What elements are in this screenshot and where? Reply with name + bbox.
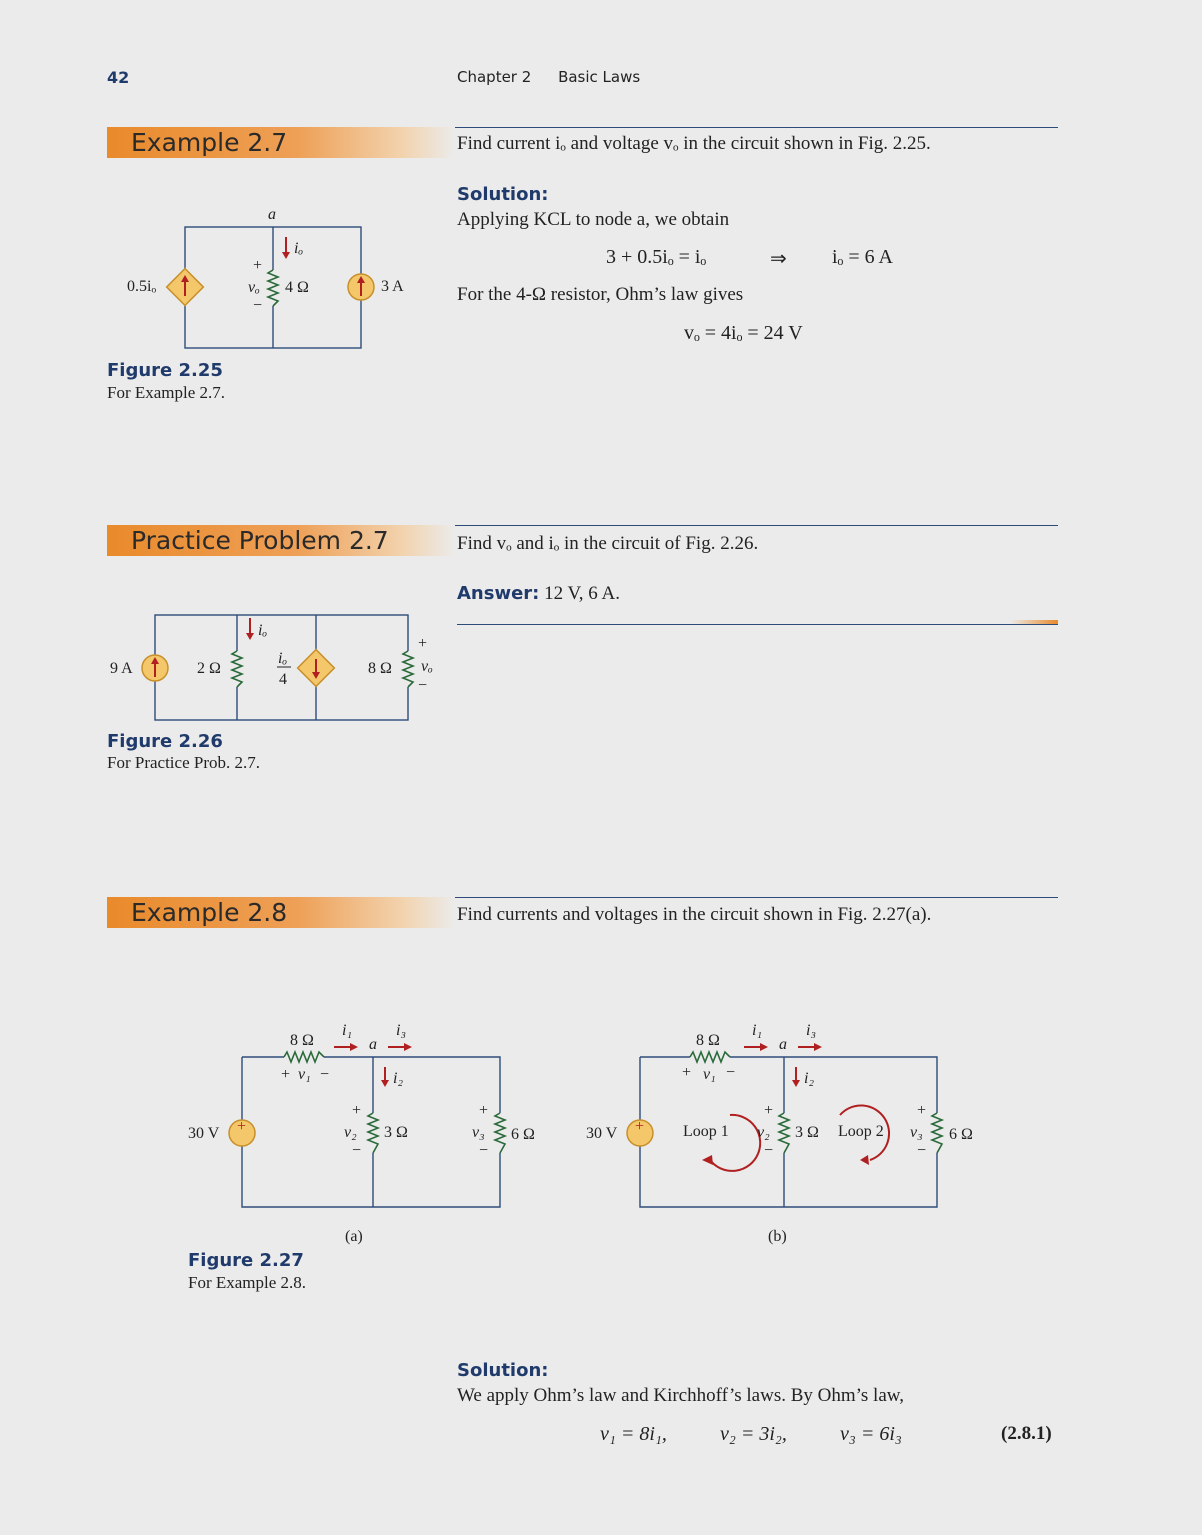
- node-label: a: [369, 1036, 377, 1053]
- resistor-gap: [777, 1113, 791, 1153]
- plus-sign: +: [479, 1102, 489, 1119]
- decorative-bar: [1010, 620, 1058, 624]
- practice-2-7-banner: Practice Problem 2.7: [107, 525, 455, 556]
- minus-sign: −: [320, 1066, 330, 1083]
- circuit-figure-2-26: [100, 600, 460, 730]
- example-2-7-banner: Example 2.7: [107, 127, 455, 158]
- current-label: i₃: [806, 1022, 817, 1039]
- source-label: 30 V: [188, 1125, 220, 1142]
- voltage-label: v₃: [472, 1124, 485, 1141]
- example-2-7-problem: Find current iₒ and voltage vₒ in the circuit shown in Fig. 2.25.: [457, 133, 931, 154]
- circuit-figure-2-25: [110, 200, 430, 360]
- resistor-label: 3 Ω: [384, 1124, 408, 1141]
- current-label: i₁: [342, 1022, 353, 1039]
- answer-value: 12 V, 6 A.: [544, 583, 620, 604]
- current-label: i₃: [396, 1022, 407, 1039]
- equation-result: iₒ = 6 A: [832, 246, 893, 268]
- chapter-label: Chapter 2: [457, 68, 532, 86]
- section-rule: [455, 525, 1058, 526]
- resistor-label: 6 Ω: [511, 1126, 535, 1143]
- resistor-label: 2 Ω: [197, 660, 221, 677]
- solution-text: We apply Ohm’s law and Kirchhoff’s laws. By Ohm’s law,: [457, 1385, 905, 1406]
- voltage-label: vₒ: [248, 279, 260, 296]
- dep-fraction-den: 4: [279, 671, 287, 688]
- equation-v3: v₃ = 6i₃: [840, 1423, 902, 1445]
- arrow-head: [381, 1080, 389, 1087]
- equation-ohm: vₒ = 4iₒ = 24 V: [684, 322, 803, 344]
- loop-1-label: Loop 1: [683, 1123, 729, 1140]
- section-rule: [455, 897, 1058, 898]
- running-header: [457, 68, 662, 86]
- plus-sign: +: [253, 257, 263, 274]
- plus-sign: +: [352, 1102, 362, 1119]
- arrow-head: [814, 1043, 822, 1051]
- minus-sign: −: [764, 1142, 774, 1159]
- polarity-plus: +: [237, 1118, 247, 1135]
- arrow-head: [760, 1043, 768, 1051]
- minus-sign: −: [917, 1142, 927, 1159]
- source-label: 30 V: [586, 1125, 618, 1142]
- resistor-label: 4 Ω: [285, 279, 309, 296]
- arrow-head: [860, 1155, 869, 1165]
- resistor-gap: [493, 1113, 507, 1153]
- resistor-gap: [366, 1113, 380, 1153]
- equation-v1: v₁ = 8i₁,: [600, 1423, 667, 1445]
- minus-sign: −: [253, 297, 263, 314]
- plus-sign: +: [281, 1066, 291, 1083]
- voltage-label: v₃: [910, 1124, 923, 1141]
- practice-2-7-problem: Find vₒ and iₒ in the circuit of Fig. 2.26.: [457, 533, 759, 554]
- arrow-head: [350, 1043, 358, 1051]
- polarity-plus: +: [635, 1118, 645, 1135]
- example-2-8-problem: Find currents and voltages in the circuit shown in Fig. 2.27(a).: [457, 904, 932, 925]
- solution-text: For the 4-Ω resistor, Ohm’s law gives: [457, 284, 744, 305]
- node-label: a: [779, 1036, 787, 1053]
- arrow-head: [246, 633, 254, 640]
- current-label: i₂: [804, 1070, 815, 1087]
- plus-sign: +: [682, 1064, 692, 1081]
- current-label: i₂: [393, 1070, 404, 1087]
- circuit-figure-2-27a: [180, 1015, 550, 1250]
- figure-title: Figure 2.25: [107, 360, 223, 381]
- answer-line: [457, 583, 620, 605]
- source-label: 3 A: [381, 278, 404, 295]
- loop-2-label: Loop 2: [838, 1123, 884, 1140]
- example-2-8-banner: Example 2.8: [107, 897, 455, 928]
- figure-title: Figure 2.26: [107, 731, 223, 752]
- implies-arrow: ⇒: [770, 248, 787, 270]
- figure-caption: For Example 2.8.: [188, 1273, 307, 1292]
- page-number: 42: [107, 68, 130, 87]
- plus-sign: +: [917, 1102, 927, 1119]
- dependent-source-label: 0.5iₒ: [127, 278, 157, 295]
- plus-sign: +: [764, 1102, 774, 1119]
- solution-heading: Solution:: [457, 1360, 549, 1381]
- answer-heading: Answer:: [457, 583, 540, 604]
- arrow-head: [702, 1155, 713, 1165]
- figure-caption: For Example 2.7.: [107, 383, 226, 402]
- voltage-label: v₁: [298, 1066, 311, 1083]
- arrow-head: [792, 1080, 800, 1087]
- arrow-head: [282, 252, 290, 259]
- resistor-label: 6 Ω: [949, 1126, 973, 1143]
- arrow-head: [404, 1043, 412, 1051]
- sub-figure-label: (b): [768, 1228, 787, 1245]
- current-label: iₒ: [258, 622, 268, 639]
- minus-sign: −: [418, 677, 428, 694]
- chapter-title: Basic Laws: [558, 68, 641, 86]
- current-label: i₁: [752, 1022, 763, 1039]
- plus-sign: +: [418, 635, 428, 652]
- resistor-label: 8 Ω: [368, 660, 392, 677]
- equation-v2: v₂ = 3i₂,: [720, 1423, 787, 1445]
- voltage-label: v₂: [344, 1124, 357, 1141]
- resistor-gap: [930, 1113, 944, 1153]
- sub-figure-label: (a): [345, 1228, 363, 1245]
- circuit-figure-2-27b: [580, 1015, 990, 1250]
- resistor-label: 8 Ω: [290, 1032, 314, 1049]
- resistor-label: 8 Ω: [696, 1032, 720, 1049]
- section-rule: [457, 624, 1058, 625]
- node-label: a: [268, 206, 276, 223]
- figure-caption: For Practice Prob. 2.7.: [107, 753, 260, 772]
- dep-fraction-num: iₒ: [278, 650, 288, 667]
- equation-number: (2.8.1): [1001, 1423, 1052, 1444]
- figure-title: Figure 2.27: [188, 1250, 304, 1271]
- section-rule: [455, 127, 1058, 128]
- voltage-label: v₂: [757, 1124, 770, 1141]
- solution-heading: Solution:: [457, 184, 549, 205]
- current-label: iₒ: [294, 240, 304, 257]
- equation-kcl: 3 + 0.5iₒ = iₒ: [606, 246, 707, 268]
- minus-sign: −: [479, 1142, 489, 1159]
- resistor-label: 3 Ω: [795, 1124, 819, 1141]
- voltage-label: v₁: [703, 1066, 716, 1083]
- voltage-label: vₒ: [421, 658, 433, 675]
- minus-sign: −: [352, 1142, 362, 1159]
- source-label: 9 A: [110, 660, 133, 677]
- minus-sign: −: [726, 1064, 736, 1081]
- solution-text: Applying KCL to node a, we obtain: [457, 209, 730, 230]
